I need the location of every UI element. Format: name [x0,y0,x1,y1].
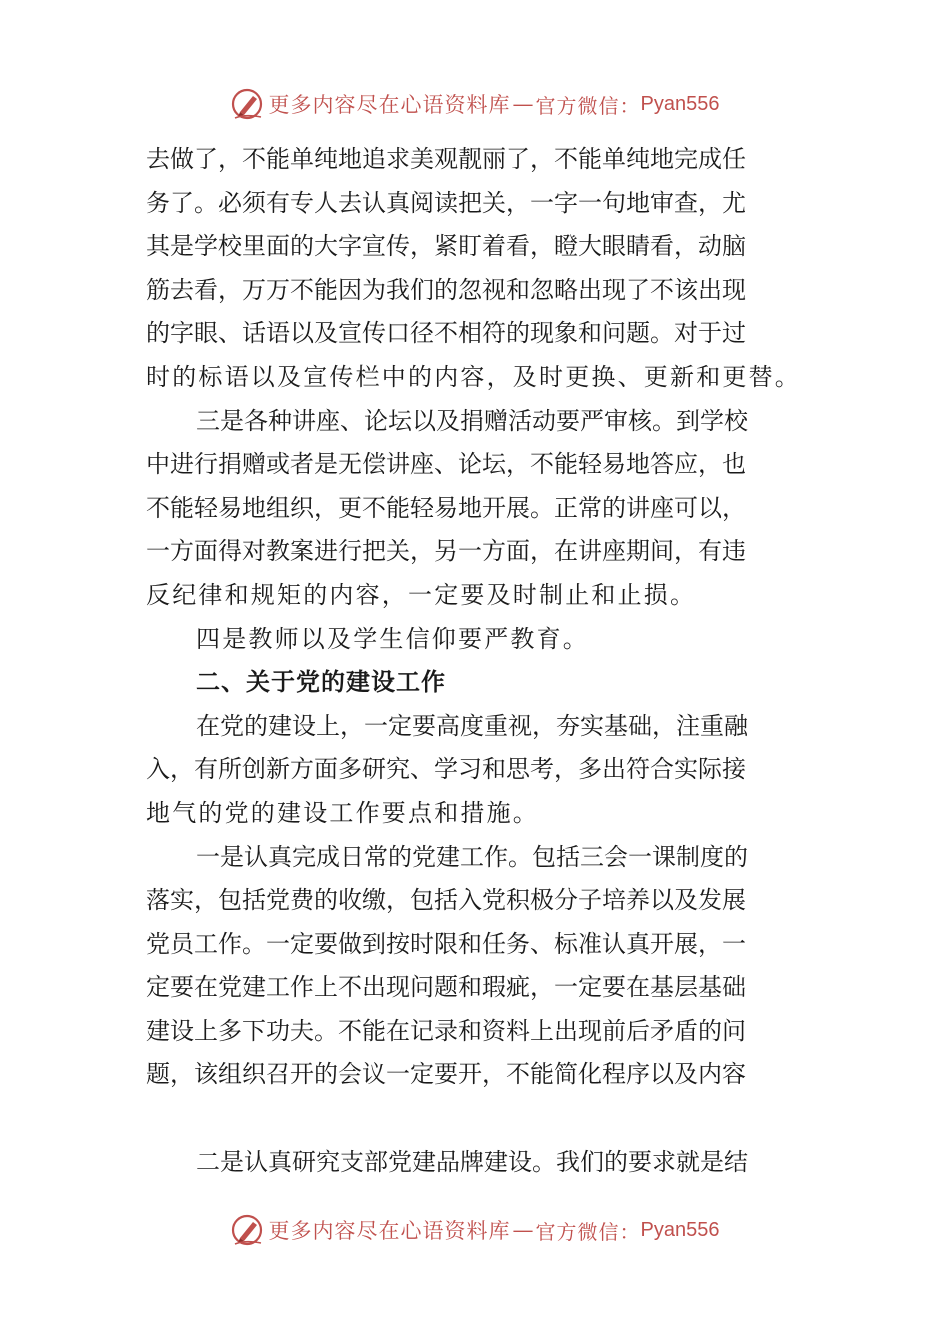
text-line: 的字眼、话语以及宣传口径不相符的现象和问题。对于过 [146,319,746,348]
pen-logo-icon [231,1213,265,1247]
text-line: 反纪律和规矩的内容，一定要及时制止和止损。 [146,580,697,609]
text-line: 一是认真完成日常的党建工作。包括三会一课制度的 [196,842,748,871]
banner-text: 更多内容尽在心语资料库 [268,1219,511,1243]
text-line: 务了。必须有专人去认真阅读把关，一字一句地审查，尤 [146,188,746,217]
text-line: 入，有所创新方面多研究、学习和思考，多出符合实际接 [146,755,746,784]
banner-contact-label: 官方微信： [535,1219,641,1244]
blank-line [146,1097,806,1141]
text-line: 二是认真研究支部党建品牌建设。我们的要求就是结 [196,1147,748,1176]
banner-separator: — [512,1218,534,1242]
section-heading: 二、关于党的建设工作 [196,668,446,697]
text-line: 地气的党的建设工作要点和措施。 [146,798,539,827]
banner-contact-label: 官方微信： [535,93,641,118]
text-line: 一方面得对教案进行把关，另一方面，在讲座期间，有违 [146,537,746,566]
text-line: 去做了，不能单纯地追求美观靓丽了，不能单纯地完成任 [146,145,746,173]
banner-text: 更多内容尽在心语资料库 [268,93,511,117]
banner-handle: Pyan556 [640,92,720,115]
text-line: 题，该组织召开的会议一定要开，不能简化程序以及内容 [146,1060,746,1089]
text-line: 中进行捐赠或者是无偿讲座、论坛，不能轻易地答应，也 [146,450,746,479]
text-line: 定要在党建工作上不出现问题和瑕疵，一定要在基层基础 [146,973,746,1002]
text-line: 不能轻易地组织，更不能轻易地开展。正常的讲座可以， [146,493,746,522]
text-line: 在党的建设上，一定要高度重视，夯实基础，注重融 [196,711,748,740]
text-line: 三是各种讲座、论坛以及捐赠活动要严审核。到学校 [196,406,748,435]
text-line: 党员工作。一定要做到按时限和任务、标准认真开展，一 [146,929,746,958]
text-line: 四是教师以及学生信仰要严教育。 [196,624,589,653]
banner-separator: — [512,92,534,116]
text-line: 建设上多下功夫。不能在记录和资料上出现前后矛盾的问 [146,1016,746,1045]
text-line: 落实，包括党费的收缴，包括入党积极分子培养以及发展 [146,886,746,915]
banner-handle: Pyan556 [640,1218,720,1241]
document-body [146,138,806,1184]
text-line: 筋去看，万万不能因为我们的忽视和忽略出现了不该出现 [146,275,746,304]
watermark-banner-bottom [0,1206,950,1254]
text-line: 其是学校里面的大字宣传，紧盯着看，瞪大眼睛看，动脑 [146,232,746,261]
watermark-banner-top [0,80,950,128]
pen-logo-icon [231,87,265,121]
text-line: 时的标语以及宣传栏中的内容，及时更换、更新和更替。 [146,362,801,391]
